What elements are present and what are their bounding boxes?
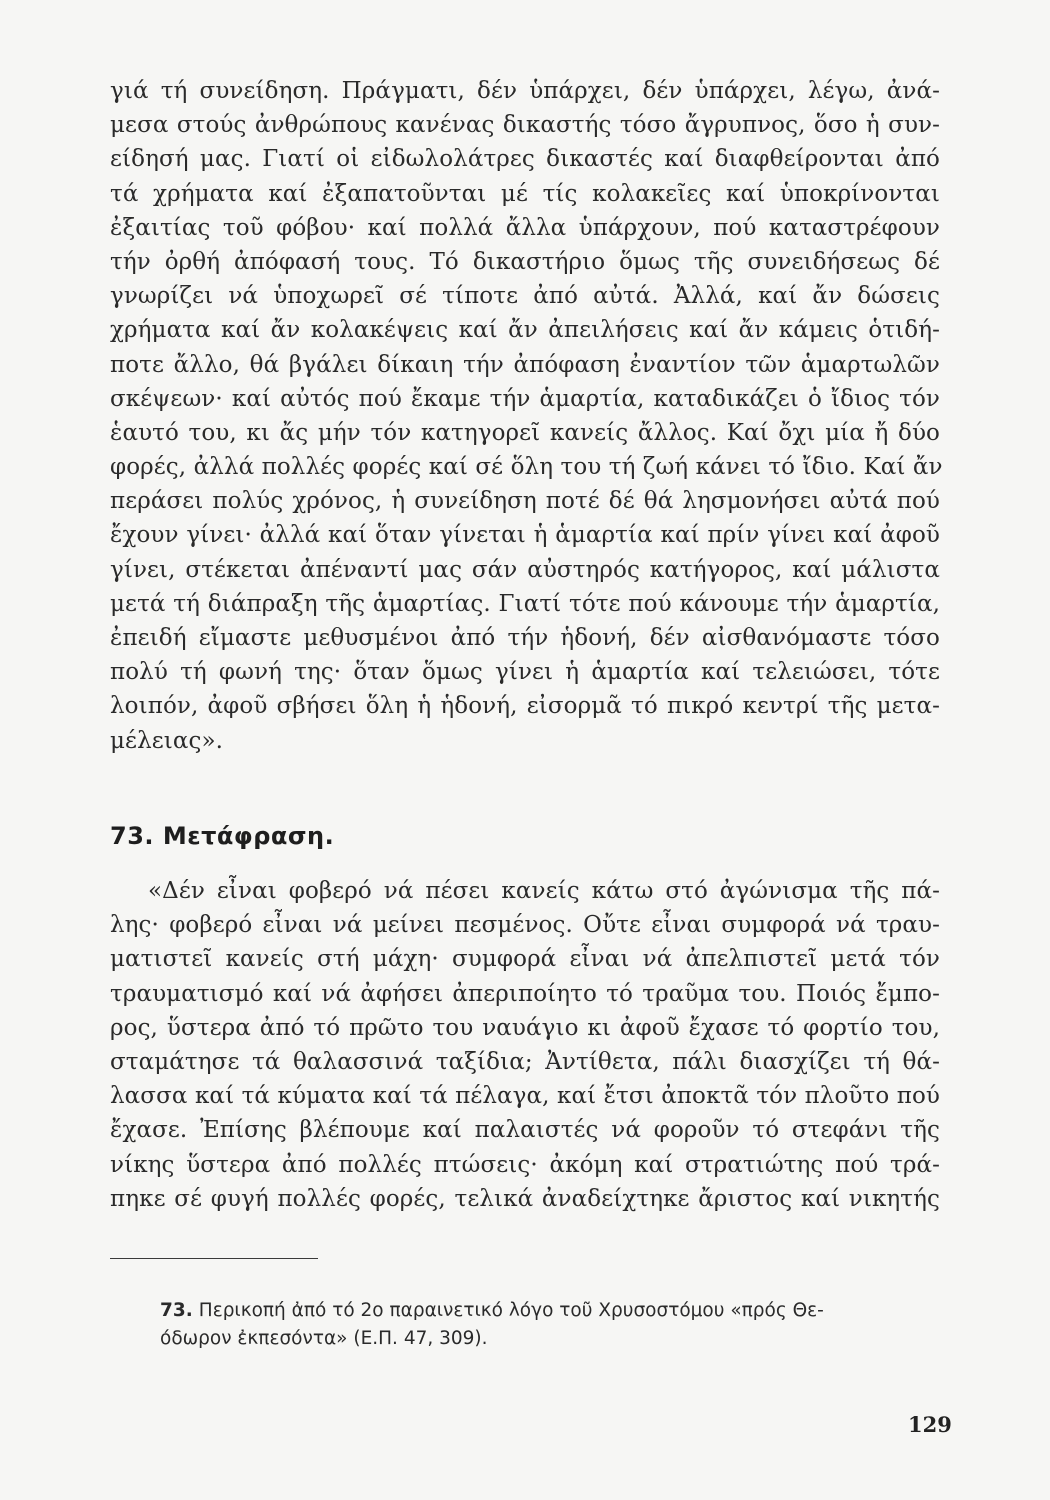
- text-line: μετά τή διάπραξη τῆς ἁμαρτίας. Γιατί τότε πού κάνουμε τήν ἁμαρτία,: [110, 590, 940, 617]
- text-line: πηκε σέ φυγή πολλές φορές, τελικά ἀναδείχτηκε ἄριστος καί νικητής: [110, 1185, 940, 1212]
- text-line: γιά τή συνείδηση. Πράγματι, δέν ὑπάρχει, δέν ὑπάρχει, λέγω, ἀνά-: [110, 78, 940, 104]
- text-line: μεσα στούς ἀνθρώπους κανένας δικαστής τόσο ἄγρυπνος, ὅσο ἡ συν-: [110, 112, 940, 139]
- text-line: τά χρήματα καί ἐξαπατοῦνται μέ τίς κολακεῖες καί ὑποκρίνονται: [110, 180, 940, 207]
- text-line: λοιπόν, ἀφοῦ σβήσει ὅλη ἡ ἡδονή, εἰσορμᾶ τό πικρό κεντρί τῆς μετα-: [110, 693, 940, 720]
- text-line: τήν ὀρθή ἀπόφασή τους. Τό δικαστήριο ὅμως τῆς συνειδήσεως δέ: [110, 248, 940, 275]
- text-line: «Δέν εἶναι φοβερό νά πέσει κανείς κάτω στό ἀγώνισμα τῆς πά-: [148, 878, 940, 904]
- text-line: ἑαυτό του, κι ἄς μήν τόν κατηγορεῖ κανείς ἄλλος. Καί ὄχι μία ἤ δύο: [110, 419, 940, 446]
- footnote-divider: [110, 1258, 318, 1259]
- text-line: σκέψεων· καί αὐτός πού ἔκαμε τήν ἁμαρτία, καταδικάζει ὁ ἴδιος τόν: [110, 385, 940, 412]
- text-line: ρος, ὕστερα ἀπό τό πρῶτο του ναυάγιο κι ἀφοῦ ἔχασε τό φορτίο του,: [110, 1014, 940, 1041]
- text-line: γίνει, στέκεται ἀπέναντί μας σάν αὐστηρός κατήγορος, καί μάλιστα: [110, 556, 940, 583]
- footnote-line: όδωρον ἐκπεσόντα» (Ε.Π. 47, 309).: [160, 1328, 488, 1349]
- text-line: γνωρίζει νά ὑποχωρεῖ σέ τίποτε ἀπό αὐτά. Ἀλλά, καί ἄν δώσεις: [110, 283, 940, 310]
- translation-paragraph: [110, 874, 940, 1216]
- section-heading: 73. Μετάφραση.: [110, 822, 335, 850]
- text-line: σταμάτησε τά θαλασσινά ταξίδια; Ἀντίθετα, πάλι διασχίζει τή θά-: [110, 1048, 940, 1075]
- footnote-line: [160, 1297, 940, 1325]
- text-line: χρήματα καί ἄν κολακέψεις καί ἄν ἀπειλήσεις καί ἄν κάμεις ὁτιδή-: [110, 317, 940, 344]
- text-line: περάσει πολύς χρόνος, ἡ συνείδηση ποτέ δέ θά λησμονήσει αὐτά πού: [110, 488, 940, 515]
- text-line: ματιστεῖ κανείς στή μάχη· συμφορά εἶναι νά ἀπελπιστεῖ μετά τόν: [110, 946, 940, 973]
- main-paragraph: [110, 74, 943, 758]
- text-line: ἐπειδή εἴμαστε μεθυσμένοι ἀπό τήν ἡδονή, δέν αἰσθανόμαστε τόσο: [110, 625, 940, 651]
- text-line: είδησή μας. Γιατί οἱ εἰδωλολάτρες δικαστές καί διαφθείρονται ἀπό: [110, 146, 940, 173]
- page-number: 129: [908, 1412, 952, 1437]
- footnote: [160, 1297, 940, 1353]
- footnote-number: 73.: [160, 1300, 193, 1321]
- text-line: μέλειας».: [110, 727, 224, 754]
- text-line: φορές, ἀλλά πολλές φορές καί σέ ὅλη του τή ζωή κάνει τό ἴδιο. Καί ἄν: [110, 454, 943, 481]
- text-line: τραυματισμό καί νά ἀφήσει ἀπεριποίητο τό τραῦμα του. Ποιός ἔμπο-: [110, 980, 940, 1007]
- footnote-text: Περικοπή ἀπό τό 2ο παραινετικό λόγο τοῦ Χρυσοστόμου «πρός Θε-: [198, 1300, 824, 1321]
- text-line: λης· φοβερό εἶναι νά μείνει πεσμένος. Οὔτε εἶναι συμφορά νά τραυ-: [110, 912, 940, 939]
- text-line: πολύ τή φωνή της· ὅταν ὅμως γίνει ἡ ἁμαρτία καί τελειώσει, τότε: [110, 659, 940, 686]
- text-line: νίκης ὕστερα ἀπό πολλές πτώσεις· ἀκόμη καί στρατιώτης πού τρά-: [110, 1151, 940, 1178]
- text-line: ἔχασε. Ἐπίσης βλέπουμε καί παλαιστές νά φοροῦν τό στεφάνι τῆς: [110, 1117, 940, 1144]
- text-line: ποτε ἄλλο, θά βγάλει δίκαιη τήν ἀπόφαση ἐναντίον τῶν ἁμαρτωλῶν: [110, 351, 940, 378]
- text-line: λασσα καί τά κύματα καί τά πέλαγα, καί ἔτσι ἀποκτᾶ τόν πλοῦτο πού: [110, 1083, 940, 1110]
- text-line: ἔχουν γίνει· ἀλλά καί ὅταν γίνεται ἡ ἁμαρτία καί πρίν γίνει καί ἀφοῦ: [110, 522, 940, 549]
- text-line: ἐξαιτίας τοῦ φόβου· καί πολλά ἄλλα ὑπάρχουν, πού καταστρέφουν: [110, 214, 940, 241]
